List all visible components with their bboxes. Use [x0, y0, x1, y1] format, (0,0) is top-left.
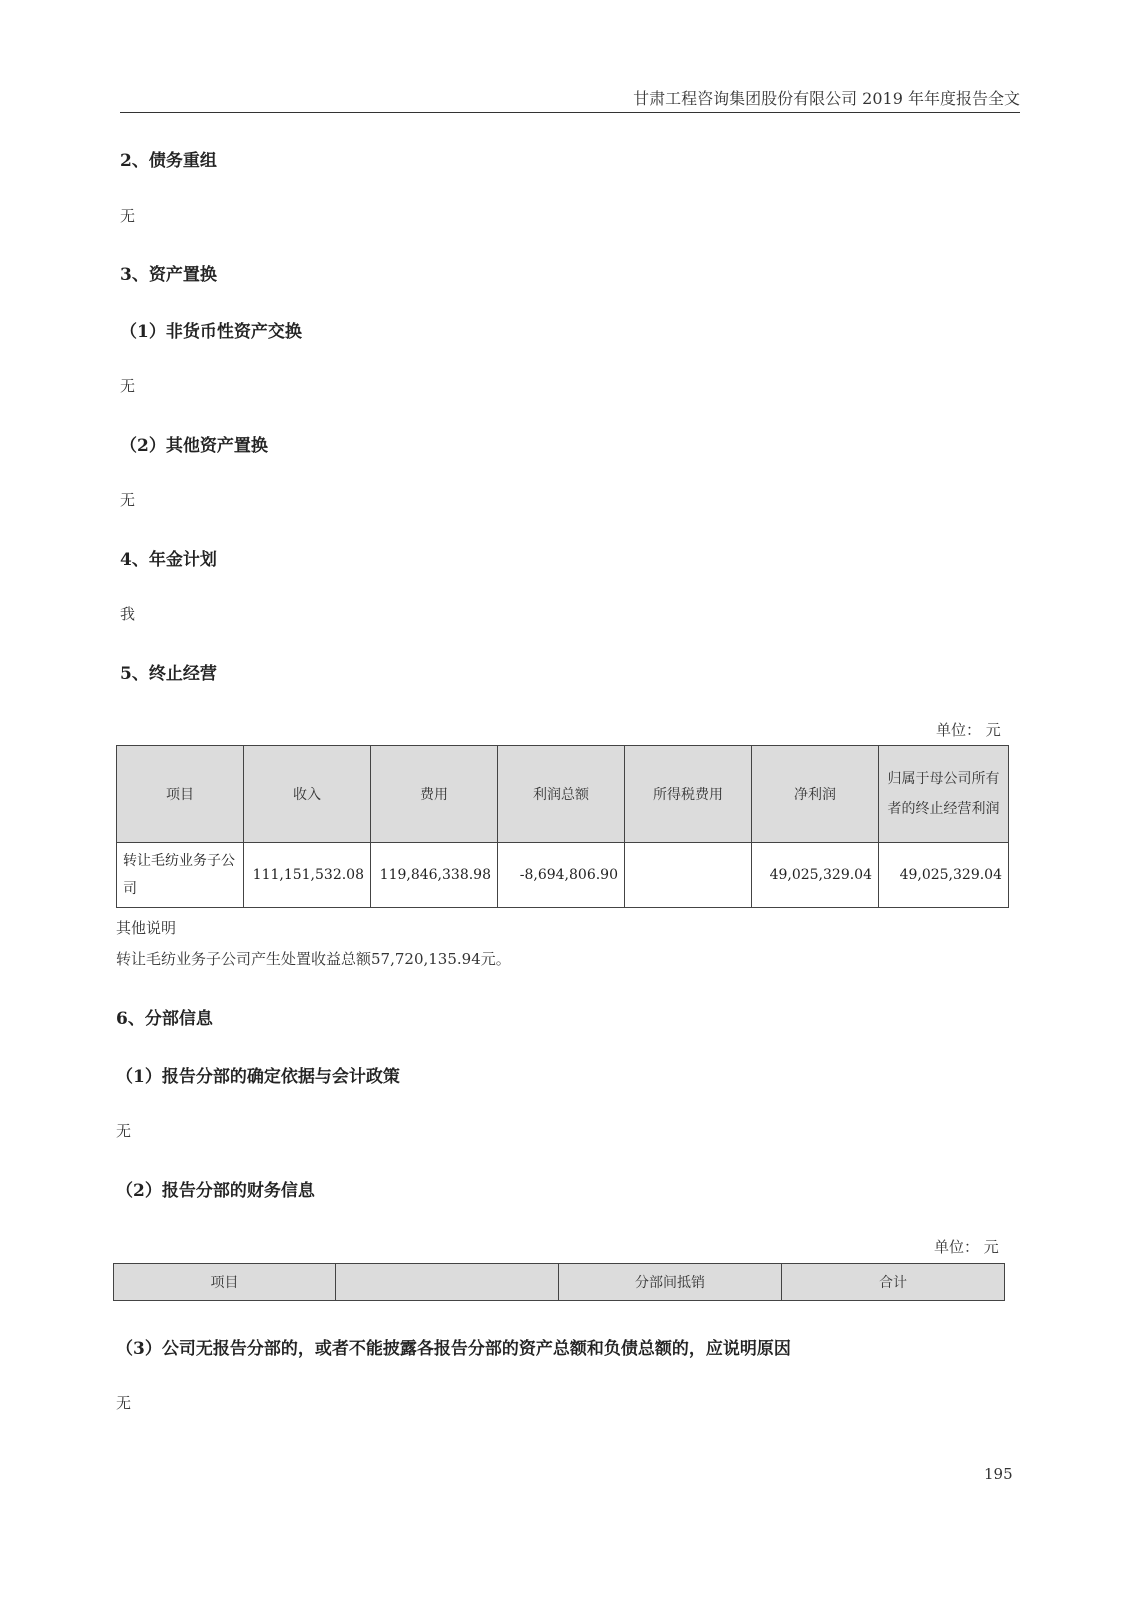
section-3-1-body: 无	[120, 377, 136, 395]
table1-cell-item: 转让毛纺业务子公司	[117, 843, 244, 908]
section-3-2-title: （2）其他资产置换	[120, 436, 268, 456]
page-header-title: 甘肃工程咨询集团股份有限公司 2019 年年度报告全文	[633, 89, 1020, 108]
table1-cell-expense: 119,846,338.98	[371, 843, 498, 908]
section-6-1-title: （1）报告分部的确定依据与会计政策	[116, 1067, 400, 1087]
section-6-1-body: 无	[116, 1122, 132, 1140]
table1-cell-parent-profit: 49,025,329.04	[879, 843, 1009, 908]
table1-cell-income-tax	[625, 843, 752, 908]
table1-header-cell: 利润总额	[498, 746, 625, 843]
section-2-title: 2、债务重组	[120, 151, 217, 171]
table2-header-cell: 合计	[782, 1264, 1005, 1301]
header-divider	[120, 112, 1020, 113]
table1-header-row	[117, 746, 1009, 843]
table1-header-cell: 费用	[371, 746, 498, 843]
table1-header-cell: 归属于母公司所有者的终止经营利润	[879, 746, 1009, 843]
other-notes-label: 其他说明	[116, 919, 177, 937]
table-row	[117, 843, 1009, 908]
section-4-body: 我	[120, 605, 136, 623]
section-5-title: 5、终止经营	[120, 664, 217, 684]
section-6-title: 6、分部信息	[116, 1009, 213, 1029]
table2-header-row	[114, 1264, 1005, 1301]
other-notes-text: 转让毛纺业务子公司产生处置收益总额57,720,135.94元。	[116, 950, 511, 968]
table1-header-cell: 净利润	[752, 746, 879, 843]
table1-cell-total-profit: -8,694,806.90	[498, 843, 625, 908]
page-number: 195	[984, 1465, 1013, 1483]
section-2-body: 无	[120, 207, 136, 225]
segment-financial-table	[113, 1263, 1005, 1301]
table1-header-cell: 收入	[244, 746, 371, 843]
table1-header-cell: 项目	[117, 746, 244, 843]
table1-cell-revenue: 111,151,532.08	[244, 843, 371, 908]
section-6-3-body: 无	[116, 1394, 132, 1412]
table1-unit-label: 单位： 元	[936, 721, 1001, 739]
section-3-title: 3、资产置换	[120, 265, 217, 285]
table2-header-cell: 项目	[114, 1264, 336, 1301]
section-6-2-title: （2）报告分部的财务信息	[116, 1181, 315, 1201]
table2-unit-label: 单位： 元	[934, 1238, 999, 1256]
table1-header-cell: 所得税费用	[625, 746, 752, 843]
table2-header-cell: 分部间抵销	[559, 1264, 782, 1301]
discontinued-operations-table	[116, 745, 1009, 908]
section-4-title: 4、年金计划	[120, 550, 217, 570]
table1-cell-net-profit: 49,025,329.04	[752, 843, 879, 908]
section-6-3-title: （3）公司无报告分部的，或者不能披露各报告分部的资产总额和负债总额的，应说明原因	[116, 1339, 791, 1359]
section-3-1-title: （1）非货币性资产交换	[120, 322, 302, 342]
table2-header-cell	[336, 1264, 559, 1301]
section-3-2-body: 无	[120, 491, 136, 509]
